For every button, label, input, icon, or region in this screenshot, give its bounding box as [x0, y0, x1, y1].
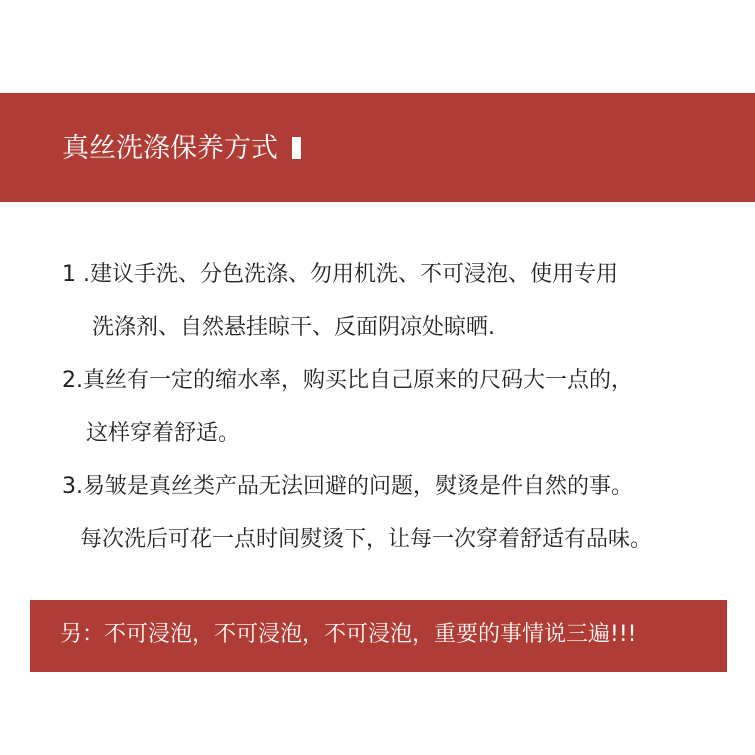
- page-title: [62, 132, 301, 166]
- page-title-text: 真丝洗涤保养方式: [62, 133, 278, 164]
- care-item-3-line-2: 每次洗后可花一点时间熨烫下，让每一次穿着舒适有品味。: [80, 527, 653, 552]
- warning-note-text: 另：不可浸泡，不可浸泡，不可浸泡，重要的事情说三遍!!!: [60, 622, 637, 647]
- title-bar-mark: [292, 137, 301, 159]
- care-item-3-line-1: 3.易皱是真丝类产品无法回避的问题，熨烫是件自然的事。: [62, 474, 633, 499]
- care-item-1-line-2: 洗涤剂、自然悬挂晾干、反面阴凉处晾晒.: [92, 315, 495, 340]
- care-item-2-line-1: 2.真丝有一定的缩水率，购买比自己原来的尺码大一点的，: [62, 368, 633, 393]
- care-item-2-line-2: 这样穿着舒适。: [86, 421, 241, 446]
- warning-note: [30, 600, 727, 672]
- care-item-1-line-1: 1 .建议手洗、分色洗涤、勿用机洗、不可浸泡、使用专用: [62, 262, 618, 287]
